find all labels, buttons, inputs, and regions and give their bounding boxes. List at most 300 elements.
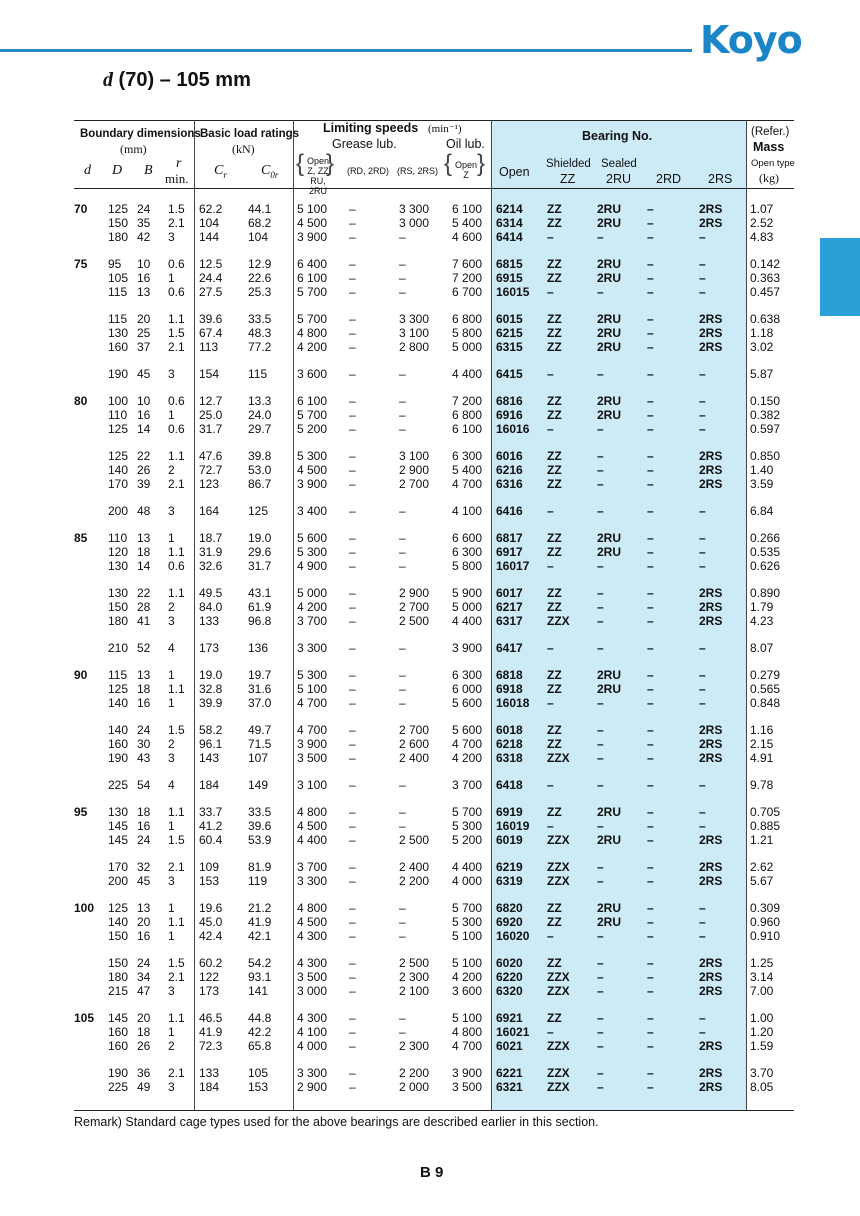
- cell-rd-speed: –: [349, 929, 356, 943]
- cell-c0r: 136: [248, 641, 269, 655]
- cell-oil-speed: 6 000: [452, 682, 483, 696]
- cell-2ru: 2RU: [597, 682, 622, 696]
- cell-r: 1: [168, 929, 175, 943]
- cell-open-speed: 4 500: [297, 915, 328, 929]
- cell-2rd: –: [647, 449, 654, 463]
- cell-B: 13: [137, 901, 151, 915]
- hdr-boundary: Boundary dimensions: [80, 128, 201, 140]
- cell-2rd: –: [647, 367, 654, 381]
- cell-2ru: 2RU: [597, 531, 622, 545]
- cell-rs-speed: 2 400: [399, 860, 430, 874]
- cell-2ru: –: [597, 285, 604, 299]
- cell-open-no: 6318: [496, 751, 523, 765]
- cell-oil-speed: 5 300: [452, 819, 483, 833]
- cell-D: 125: [108, 901, 129, 915]
- cell-rs-speed: –: [399, 929, 406, 943]
- hdr-col-c0r: [261, 163, 278, 180]
- cell-zz: ZZ: [547, 901, 562, 915]
- cell-D: 115: [108, 668, 128, 682]
- page-title: [103, 69, 251, 92]
- cell-D: 160: [108, 1039, 129, 1053]
- cell-2ru: 2RU: [597, 668, 622, 682]
- cell-cr: 12.7: [199, 394, 223, 408]
- cell-open-no: 6921: [496, 1011, 523, 1025]
- cell-2rs: –: [699, 545, 706, 559]
- cell-oil-speed: 3 900: [452, 641, 483, 655]
- cell-mass: 0.890: [750, 586, 781, 600]
- cell-oil-speed: 6 800: [452, 312, 483, 326]
- cell-open-no: 6315: [496, 340, 523, 354]
- cell-c0r: 39.8: [248, 449, 272, 463]
- cell-rs-speed: 2 200: [399, 874, 430, 888]
- cell-c0r: 81.9: [248, 860, 272, 874]
- hdr-col-r: r: [176, 156, 182, 171]
- cell-B: 30: [137, 737, 151, 751]
- cell-r: 1.1: [168, 312, 185, 326]
- cell-zz: –: [547, 422, 554, 436]
- cell-zz: –: [547, 929, 554, 943]
- cell-zz: ZZ: [547, 956, 562, 970]
- cell-open-speed: 5 300: [297, 668, 328, 682]
- cell-oil-speed: 5 900: [452, 586, 483, 600]
- cell-oil-speed: 7 200: [452, 394, 483, 408]
- cell-B: 24: [137, 833, 151, 847]
- cell-2ru: 2RU: [597, 340, 622, 354]
- cell-2ru: –: [597, 367, 604, 381]
- cell-c0r: 21.2: [248, 901, 272, 915]
- cell-2ru: 2RU: [597, 202, 622, 216]
- cell-c0r: 13.3: [248, 394, 272, 408]
- cell-zz: ZZ: [547, 394, 562, 408]
- cell-c0r: 33.5: [248, 312, 272, 326]
- cell-mass: 2.62: [750, 860, 774, 874]
- cell-c0r: 53.9: [248, 833, 272, 847]
- cell-D: 130: [108, 326, 129, 340]
- cell-2rd: –: [647, 504, 654, 518]
- cell-D: 180: [108, 970, 129, 984]
- cell-mass: 0.850: [750, 449, 781, 463]
- cell-r: 3: [168, 874, 175, 888]
- cell-rd-speed: –: [349, 778, 356, 792]
- cell-2ru: 2RU: [597, 394, 622, 408]
- cell-mass: 0.150: [750, 394, 781, 408]
- cell-cr: 41.2: [199, 819, 223, 833]
- cell-zz: ZZX: [547, 860, 570, 874]
- cell-B: 16: [137, 271, 151, 285]
- hdr-col-D: D: [112, 163, 123, 178]
- cell-rd-speed: –: [349, 230, 356, 244]
- cell-2rd: –: [647, 778, 654, 792]
- cell-oil-speed: 4 600: [452, 230, 483, 244]
- cell-mass: 1.59: [750, 1039, 774, 1053]
- cell-oil-speed: 4 100: [452, 504, 483, 518]
- cell-rs-speed: –: [399, 805, 406, 819]
- cell-open-no: 6017: [496, 586, 523, 600]
- cell-D: 125: [108, 422, 129, 436]
- cell-open-no: 6417: [496, 641, 523, 655]
- cell-mass: 9.78: [750, 778, 774, 792]
- cell-open-speed: 4 300: [297, 929, 328, 943]
- cell-cr: 164: [199, 504, 220, 518]
- cell-rs-speed: –: [399, 1025, 406, 1039]
- cell-cr: 27.5: [199, 285, 223, 299]
- cell-2rd: –: [647, 1066, 654, 1080]
- cell-oil-speed: 5 600: [452, 723, 483, 737]
- cell-B: 20: [137, 312, 151, 326]
- cell-open-speed: 4 100: [297, 1025, 328, 1039]
- cell-open-no: 6816: [496, 394, 523, 408]
- cell-oil-speed: 5 000: [452, 600, 483, 614]
- cell-2rs: 2RS: [699, 614, 723, 628]
- cell-2rs: –: [699, 819, 706, 833]
- cell-rs-speed: 3 300: [399, 312, 430, 326]
- cell-cr: 153: [199, 874, 220, 888]
- cell-mass: 2.15: [750, 737, 774, 751]
- cell-c0r: 107: [248, 751, 269, 765]
- cell-rd-speed: –: [349, 326, 356, 340]
- cell-mass: 0.142: [750, 257, 781, 271]
- cell-mass: 0.565: [750, 682, 781, 696]
- cell-d: 80: [74, 394, 88, 408]
- cell-zz: –: [547, 230, 554, 244]
- cell-open-speed: 5 600: [297, 531, 328, 545]
- hdr-col-B: B: [144, 163, 153, 178]
- cell-cr: 39.9: [199, 696, 223, 710]
- cell-2rd: –: [647, 545, 654, 559]
- cell-2rd: –: [647, 271, 654, 285]
- cell-D: 95: [108, 257, 122, 271]
- cell-D: 150: [108, 929, 129, 943]
- cell-open-no: 6321: [496, 1080, 523, 1094]
- cell-2rd: –: [647, 1011, 654, 1025]
- cell-rs-speed: –: [399, 696, 406, 710]
- cell-c0r: 61.9: [248, 600, 272, 614]
- cell-D: 190: [108, 751, 129, 765]
- cell-open-speed: 3 900: [297, 230, 328, 244]
- cell-open-speed: 5 700: [297, 312, 328, 326]
- cell-oil-speed: 5 700: [452, 805, 483, 819]
- cell-2rd: –: [647, 737, 654, 751]
- cell-2rd: –: [647, 340, 654, 354]
- cell-rd-speed: –: [349, 1025, 356, 1039]
- cell-B: 32: [137, 860, 151, 874]
- cell-2rs: –: [699, 641, 706, 655]
- cell-r: 4: [168, 641, 175, 655]
- cell-mass: 5.87: [750, 367, 774, 381]
- cell-D: 215: [108, 984, 129, 998]
- cell-B: 41: [137, 614, 151, 628]
- cell-2rs: –: [699, 778, 706, 792]
- cell-2rd: –: [647, 600, 654, 614]
- cell-open-speed: 4 500: [297, 216, 328, 230]
- cell-open-speed: 4 700: [297, 696, 328, 710]
- cell-open-no: 6917: [496, 545, 523, 559]
- cell-2ru: –: [597, 559, 604, 573]
- cell-2ru: –: [597, 586, 604, 600]
- cell-D: 125: [108, 449, 129, 463]
- cell-B: 54: [137, 778, 151, 792]
- cell-rd-speed: –: [349, 614, 356, 628]
- cell-oil-speed: 7 600: [452, 257, 483, 271]
- cell-rs-speed: –: [399, 819, 406, 833]
- cell-open-speed: 2 900: [297, 1080, 328, 1094]
- cell-2rd: –: [647, 408, 654, 422]
- brace-left-z: {: [444, 150, 453, 177]
- cell-r: 2: [168, 463, 175, 477]
- cell-cr: 113: [199, 340, 219, 354]
- cell-2ru: –: [597, 737, 604, 751]
- cell-2ru: –: [597, 723, 604, 737]
- cell-B: 10: [137, 394, 151, 408]
- col-divider: [293, 120, 294, 1110]
- cell-2ru: –: [597, 860, 604, 874]
- cell-r: 1.1: [168, 586, 185, 600]
- cell-zz: ZZ: [547, 915, 562, 929]
- cell-D: 160: [108, 737, 129, 751]
- brace-left: {: [296, 150, 305, 177]
- cell-D: 100: [108, 394, 129, 408]
- cell-rs-speed: 2 500: [399, 614, 430, 628]
- cell-B: 24: [137, 202, 151, 216]
- cell-c0r: 68.2: [248, 216, 272, 230]
- cell-mass: 0.457: [750, 285, 781, 299]
- cell-c0r: 65.8: [248, 1039, 272, 1053]
- cell-oil-speed: 5 800: [452, 326, 483, 340]
- cell-2rs: 2RS: [699, 600, 723, 614]
- cell-mass: 0.848: [750, 696, 781, 710]
- cell-mass: 2.52: [750, 216, 774, 230]
- cell-2rs: 2RS: [699, 216, 723, 230]
- cell-2rs: 2RS: [699, 751, 723, 765]
- cell-2rs: –: [699, 901, 706, 915]
- cell-c0r: 125: [248, 504, 269, 518]
- cell-open-no: 6015: [496, 312, 523, 326]
- cell-2ru: –: [597, 1011, 604, 1025]
- cell-rd-speed: –: [349, 477, 356, 491]
- cell-d: 105: [74, 1011, 95, 1025]
- cell-r: 2: [168, 600, 175, 614]
- cell-2rs: –: [699, 271, 706, 285]
- cell-rd-speed: –: [349, 833, 356, 847]
- cell-rd-speed: –: [349, 723, 356, 737]
- cell-D: 190: [108, 367, 129, 381]
- cell-B: 42: [137, 230, 151, 244]
- cell-cr: 32.8: [199, 682, 223, 696]
- cell-zz: ZZ: [547, 463, 562, 477]
- cell-2rs: –: [699, 422, 706, 436]
- cell-r: 3: [168, 504, 175, 518]
- cell-oil-speed: 3 700: [452, 778, 483, 792]
- cell-rd-speed: –: [349, 531, 356, 545]
- hdr-sealed: Sealed: [601, 158, 637, 170]
- cell-r: 2.1: [168, 1066, 185, 1080]
- cell-D: 125: [108, 682, 129, 696]
- cell-c0r: 39.6: [248, 819, 272, 833]
- cell-2ru: –: [597, 819, 604, 833]
- cell-mass: 5.67: [750, 874, 774, 888]
- hdr-c0r-letter: C: [261, 163, 271, 178]
- cell-2ru: –: [597, 1066, 604, 1080]
- cell-open-speed: 4 500: [297, 819, 328, 833]
- cell-D: 145: [108, 819, 129, 833]
- cell-cr: 143: [199, 751, 220, 765]
- cell-mass: 0.910: [750, 929, 781, 943]
- cell-r: 3: [168, 751, 175, 765]
- cell-r: 0.6: [168, 559, 185, 573]
- cell-2rd: –: [647, 751, 654, 765]
- cell-mass: 0.363: [750, 271, 781, 285]
- cell-B: 28: [137, 600, 151, 614]
- cell-c0r: 53.0: [248, 463, 272, 477]
- cell-zz: ZZ: [547, 271, 562, 285]
- cell-cr: 122: [199, 970, 220, 984]
- cell-open-no: 6414: [496, 230, 523, 244]
- cell-c0r: 24.0: [248, 408, 272, 422]
- cell-mass: 7.00: [750, 984, 774, 998]
- cell-2rs: 2RS: [699, 737, 723, 751]
- cell-D: 140: [108, 915, 129, 929]
- cell-zz: ZZX: [547, 1080, 570, 1094]
- col-divider: [491, 120, 492, 1110]
- cell-rs-speed: 2 900: [399, 463, 430, 477]
- cell-2ru: –: [597, 477, 604, 491]
- cell-c0r: 42.1: [248, 929, 272, 943]
- cell-rs-speed: 2 900: [399, 586, 430, 600]
- cell-2rd: –: [647, 1080, 654, 1094]
- cell-zz: ZZ: [547, 682, 562, 696]
- cell-open-speed: 3 000: [297, 984, 328, 998]
- cell-oil-speed: 5 300: [452, 915, 483, 929]
- cell-2rs: –: [699, 504, 706, 518]
- cell-mass: 3.02: [750, 340, 774, 354]
- cell-2rs: –: [699, 408, 706, 422]
- hdr-open-types: Open Z, ZZ RU, 2RU: [306, 156, 330, 196]
- cell-oil-speed: 7 200: [452, 271, 483, 285]
- cell-rs-speed: –: [399, 1011, 406, 1025]
- hdr-col-d: d: [84, 163, 91, 178]
- cell-B: 10: [137, 257, 151, 271]
- cell-c0r: 25.3: [248, 285, 272, 299]
- cell-zz: ZZ: [547, 326, 562, 340]
- cell-cr: 173: [199, 984, 220, 998]
- cell-B: 37: [137, 340, 151, 354]
- header-rule: [0, 49, 692, 52]
- cell-rs-speed: –: [399, 668, 406, 682]
- cell-zz: ZZ: [547, 600, 562, 614]
- cell-open-speed: 5 700: [297, 285, 328, 299]
- cell-2rd: –: [647, 668, 654, 682]
- hdr-rd: (RD, 2RD): [347, 166, 389, 176]
- cell-2rd: –: [647, 696, 654, 710]
- cell-D: 150: [108, 956, 129, 970]
- cell-rd-speed: –: [349, 641, 356, 655]
- cell-rd-speed: –: [349, 874, 356, 888]
- hdr-col-cr: [214, 163, 227, 180]
- cell-r: 1: [168, 819, 175, 833]
- cell-open-no: 16016: [496, 422, 530, 436]
- cell-r: 1.5: [168, 956, 185, 970]
- cell-D: 130: [108, 559, 129, 573]
- cell-d: 90: [74, 668, 88, 682]
- cell-zz: –: [547, 367, 554, 381]
- cell-2rd: –: [647, 586, 654, 600]
- cell-open-no: 6215: [496, 326, 523, 340]
- cell-2ru: 2RU: [597, 833, 622, 847]
- hdr-col-2rd: 2RD: [656, 172, 682, 186]
- cell-r: 1: [168, 901, 175, 915]
- cell-2ru: 2RU: [597, 312, 622, 326]
- cell-open-no: 16019: [496, 819, 530, 833]
- cell-2ru: –: [597, 614, 604, 628]
- cell-open-no: 6919: [496, 805, 523, 819]
- cell-D: 120: [108, 545, 129, 559]
- cell-D: 190: [108, 1066, 129, 1080]
- cell-D: 170: [108, 477, 129, 491]
- cell-open-speed: 3 400: [297, 504, 328, 518]
- cell-oil-speed: 5 000: [452, 340, 483, 354]
- cell-oil-speed: 5 800: [452, 559, 483, 573]
- cell-zz: ZZ: [547, 257, 562, 271]
- cell-c0r: 22.6: [248, 271, 272, 285]
- cell-zz: –: [547, 1025, 554, 1039]
- cell-zz: ZZX: [547, 833, 570, 847]
- cell-c0r: 29.7: [248, 422, 272, 436]
- cell-r: 1.5: [168, 723, 185, 737]
- cell-zz: ZZ: [547, 312, 562, 326]
- cell-rs-speed: –: [399, 230, 406, 244]
- cell-zz: ZZ: [547, 737, 562, 751]
- cell-open-no: 6815: [496, 257, 523, 271]
- remark-note: Remark) Standard cage types used for the above bearings are described earlier in this section.: [74, 1115, 599, 1129]
- cell-D: 140: [108, 723, 129, 737]
- cell-r: 1.1: [168, 682, 185, 696]
- cell-rs-speed: 2 700: [399, 600, 430, 614]
- cell-2ru: –: [597, 970, 604, 984]
- cell-rd-speed: –: [349, 504, 356, 518]
- cell-rs-speed: –: [399, 641, 406, 655]
- cell-mass: 8.05: [750, 1080, 774, 1094]
- cell-2rs: –: [699, 230, 706, 244]
- cell-open-no: 6415: [496, 367, 523, 381]
- cell-rs-speed: –: [399, 408, 406, 422]
- cell-2rs: 2RS: [699, 202, 723, 216]
- cell-c0r: 33.5: [248, 805, 272, 819]
- cell-mass: 6.84: [750, 504, 774, 518]
- cell-open-speed: 3 500: [297, 751, 328, 765]
- cell-oil-speed: 4 700: [452, 477, 483, 491]
- cell-2rd: –: [647, 216, 654, 230]
- cell-B: 47: [137, 984, 151, 998]
- cell-rs-speed: 3 000: [399, 216, 430, 230]
- cell-rd-speed: –: [349, 545, 356, 559]
- cell-rs-speed: 2 800: [399, 340, 430, 354]
- cell-c0r: 12.9: [248, 257, 272, 271]
- cell-c0r: 37.0: [248, 696, 272, 710]
- cell-oil-speed: 5 100: [452, 956, 483, 970]
- cell-cr: 60.2: [199, 956, 223, 970]
- hdr-col-rmin: min.: [165, 171, 189, 186]
- cell-rs-speed: 2 500: [399, 833, 430, 847]
- cell-2rd: –: [647, 833, 654, 847]
- cell-zz: –: [547, 819, 554, 833]
- cell-cr: 47.6: [199, 449, 223, 463]
- cell-B: 26: [137, 463, 151, 477]
- cell-mass: 1.79: [750, 600, 774, 614]
- cell-c0r: 44.8: [248, 1011, 272, 1025]
- cell-open-no: 16015: [496, 285, 530, 299]
- cell-2rd: –: [647, 682, 654, 696]
- cell-r: 2: [168, 1039, 175, 1053]
